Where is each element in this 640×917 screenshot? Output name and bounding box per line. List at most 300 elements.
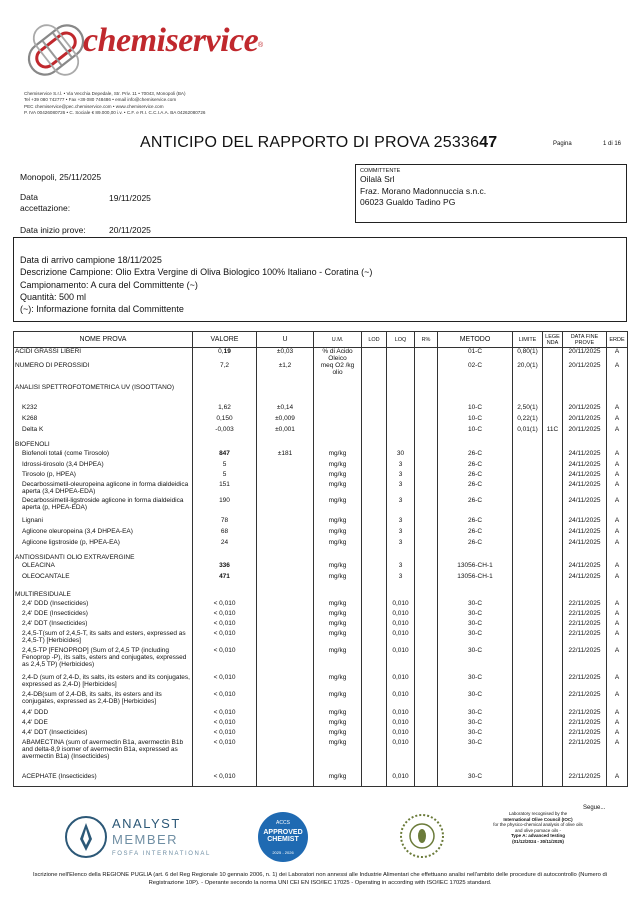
- col-header: U.M.: [314, 332, 362, 348]
- table-row: [14, 461, 628, 471]
- table-row: [14, 630, 628, 647]
- uncertainty: ±0,14: [257, 404, 314, 415]
- group-title: ANTIOSSIDANTI OLIO EXTRAVERGINE: [14, 554, 193, 562]
- empty-cell: [415, 591, 438, 600]
- uncertainty: [257, 647, 314, 674]
- test-name: Aglicone oleuropeina (3,4 DHPEA-EA): [14, 528, 193, 539]
- empty-cell: [543, 591, 563, 600]
- uncertainty: [257, 610, 314, 620]
- test-name: 4,4' DDE: [14, 719, 193, 729]
- test-value: -0,003: [193, 426, 257, 441]
- legenda: [543, 362, 563, 384]
- committente-box: [355, 164, 627, 223]
- ioc-line: International Olive Council (IOC): [503, 816, 573, 822]
- method: 26-C: [438, 450, 513, 461]
- empty-cell: [415, 441, 438, 450]
- empty-cell: [513, 591, 543, 600]
- table-row: [14, 348, 628, 363]
- empty-cell: [563, 554, 607, 562]
- test-name: ABAMECTINA (sum of avermectin B1a, avermectin B1b and delta-8,9 isomer of avermectin B1a, expressed as avermectin B1a) (Insecticides): [14, 739, 193, 773]
- test-name: Delta K: [14, 426, 193, 441]
- table-row: [14, 415, 628, 426]
- end-date: 22/11/2025: [563, 630, 607, 647]
- method: 30-C: [438, 600, 513, 610]
- test-name: Decarbossimetil-ligstroside aglicone in forma dialdeidica aperta (p, HPEA-EDA): [14, 497, 193, 517]
- empty-cell: [438, 384, 513, 404]
- lod-cell: [362, 773, 387, 786]
- lod-cell: [362, 647, 387, 674]
- unit: mg/kg: [314, 739, 362, 773]
- test-value: 0,19: [193, 348, 257, 363]
- empty-cell: [563, 591, 607, 600]
- method: 30-C: [438, 773, 513, 786]
- loq: 0,010: [387, 739, 415, 773]
- test-value: 68: [193, 528, 257, 539]
- test-value: 5: [193, 471, 257, 481]
- end-date: 20/11/2025: [563, 426, 607, 441]
- legenda: [543, 600, 563, 610]
- acceptance-date: 19/11/2025: [109, 193, 151, 203]
- recovery-cell: [415, 573, 438, 591]
- analyst-member-logo-icon: [64, 815, 108, 859]
- lod-cell: [362, 426, 387, 441]
- col-header: LEGE NDA: [543, 332, 563, 348]
- ioc-line: Type A: advanced testing: [510, 833, 565, 838]
- unit: mg/kg: [314, 600, 362, 610]
- erde: A: [607, 497, 628, 517]
- test-value: < 0,010: [193, 739, 257, 773]
- limit: 20,0(1): [513, 362, 543, 384]
- end-date: 24/11/2025: [563, 573, 607, 591]
- unit: [314, 426, 362, 441]
- test-value: 78: [193, 517, 257, 528]
- recovery-cell: [415, 719, 438, 729]
- loq: 0,010: [387, 647, 415, 674]
- end-date: 22/11/2025: [563, 620, 607, 630]
- test-value: < 0,010: [193, 647, 257, 674]
- uncertainty: [257, 600, 314, 610]
- table-row: [14, 674, 628, 691]
- loq: 3: [387, 497, 415, 517]
- end-date: 24/11/2025: [563, 481, 607, 497]
- empty-cell: [387, 591, 415, 600]
- erde: A: [607, 362, 628, 384]
- table-row: [14, 773, 628, 786]
- limit: [513, 562, 543, 573]
- test-name: NUMERO DI PEROSSIDI: [14, 362, 193, 384]
- empty-cell: [314, 441, 362, 450]
- end-date: 24/11/2025: [563, 497, 607, 517]
- lod-cell: [362, 539, 387, 554]
- legenda: [543, 773, 563, 786]
- test-name: 2,4,5-T(sum of 2,4,5-T, its salts and esters, expressed as 2,4,5-T) [Herbicides]: [14, 630, 193, 647]
- erde: A: [607, 539, 628, 554]
- empty-cell: [387, 554, 415, 562]
- committente-line: 06023 Gualdo Tadino PG: [360, 197, 456, 207]
- loq: 0,010: [387, 709, 415, 719]
- test-name: 2,4,5-TP [FENOPROP] (Sum of 2,4,5 TP (including Fenoprop -P), its salts, esters and conjugates, expressed as 2,4,5 TP) (Herbicides): [14, 647, 193, 674]
- table-row: [14, 739, 628, 773]
- test-value: 336: [193, 562, 257, 573]
- report-title-suffix: 47: [479, 134, 498, 151]
- test-name: ACIDI GRASSI LIBERI: [14, 348, 193, 363]
- erde: A: [607, 426, 628, 441]
- test-value: < 0,010: [193, 610, 257, 620]
- empty-cell: [193, 384, 257, 404]
- legenda: [543, 573, 563, 591]
- empty-cell: [257, 554, 314, 562]
- limit: [513, 528, 543, 539]
- method: 30-C: [438, 610, 513, 620]
- sample-line: Descrizione Campione: Olio Extra Vergine di Oliva Biologico 100% Italiano - Coratina (~): [20, 267, 373, 278]
- recovery-cell: [415, 691, 438, 709]
- legenda: [543, 729, 563, 739]
- lod-cell: [362, 415, 387, 426]
- legenda: [543, 461, 563, 471]
- table-row: [14, 562, 628, 573]
- end-date: 24/11/2025: [563, 562, 607, 573]
- empty-cell: [563, 384, 607, 404]
- table-row: [14, 709, 628, 719]
- end-date: 22/11/2025: [563, 691, 607, 709]
- lod-cell: [362, 362, 387, 384]
- acceptance-label: Data accettazione:: [20, 192, 71, 213]
- method: 30-C: [438, 739, 513, 773]
- test-value: 151: [193, 481, 257, 497]
- legenda: [543, 528, 563, 539]
- unit: mg/kg: [314, 719, 362, 729]
- legenda: [543, 497, 563, 517]
- ioc-line: for the physico-chemical analysis of olive oils: [493, 822, 583, 827]
- empty-cell: [438, 441, 513, 450]
- recovery-cell: [415, 426, 438, 441]
- loq: 3: [387, 471, 415, 481]
- loq: 0,010: [387, 630, 415, 647]
- table-row: [14, 497, 628, 517]
- uncertainty: ±0,001: [257, 426, 314, 441]
- test-value: 190: [193, 497, 257, 517]
- test-name: 2,4' DDD (Insecticides): [14, 600, 193, 610]
- empty-cell: [257, 441, 314, 450]
- legenda: [543, 647, 563, 674]
- erde: A: [607, 562, 628, 573]
- recovery-cell: [415, 562, 438, 573]
- legal-footer: Iscrizione nell'Elenco della REGIONE PUGLIA (art. 6 del Reg Regionale 10 gennaio 2006, n. 1) dei Laboratori non annessi alle Industrie Alimentari che effettuano analisi nell'ambito delle procedure di autocontrollo (Numero di Registrazione 10P). - Operante secondo la norma UNI CEI EN ISO/IEC 17025 - Operating in according with ISO/IEC 17025 standard.: [32, 872, 608, 886]
- unit: [314, 404, 362, 415]
- unit: mg/kg: [314, 773, 362, 786]
- limit: 2,50(1): [513, 404, 543, 415]
- empty-cell: [257, 591, 314, 600]
- lod-cell: [362, 471, 387, 481]
- table-row: [14, 517, 628, 528]
- limit: [513, 610, 543, 620]
- method: 26-C: [438, 528, 513, 539]
- recovery-cell: [415, 674, 438, 691]
- loq: [387, 348, 415, 363]
- method: 02-C: [438, 362, 513, 384]
- limit: [513, 719, 543, 729]
- test-name: Biofenoli totali (come Tirosolo): [14, 450, 193, 461]
- method: 26-C: [438, 497, 513, 517]
- end-date: 22/11/2025: [563, 647, 607, 674]
- test-name: 4,4' DDD: [14, 709, 193, 719]
- group-row: [14, 591, 628, 600]
- recovery-cell: [415, 362, 438, 384]
- uncertainty: [257, 620, 314, 630]
- empty-cell: [193, 441, 257, 450]
- recovery-cell: [415, 647, 438, 674]
- unit: mg/kg: [314, 709, 362, 719]
- limit: [513, 709, 543, 719]
- lod-cell: [362, 610, 387, 620]
- unit: mg/kg: [314, 674, 362, 691]
- end-date: 24/11/2025: [563, 528, 607, 539]
- method: 26-C: [438, 461, 513, 471]
- lod-cell: [362, 739, 387, 773]
- loq: 0,010: [387, 691, 415, 709]
- unit: mg/kg: [314, 528, 362, 539]
- lod-cell: [362, 348, 387, 363]
- loq: 0,010: [387, 674, 415, 691]
- limit: [513, 691, 543, 709]
- lod-cell: [362, 562, 387, 573]
- uncertainty: ±1,2: [257, 362, 314, 384]
- recovery-cell: [415, 610, 438, 620]
- committente-line: Oilalà Srl: [360, 174, 395, 184]
- uncertainty: [257, 461, 314, 471]
- uncertainty: [257, 528, 314, 539]
- lod-cell: [362, 481, 387, 497]
- limit: 0,22(1): [513, 415, 543, 426]
- legenda: [543, 471, 563, 481]
- uncertainty: [257, 481, 314, 497]
- recovery-cell: [415, 739, 438, 773]
- test-name: 2,4-DB(sum of 2,4-DB, its salts, its esters and its conjugates, expressed as 2,4-DB) [Herbicides]: [14, 691, 193, 709]
- erde: A: [607, 471, 628, 481]
- brand-wordmark: chemiservice: [83, 22, 259, 59]
- legenda: [543, 674, 563, 691]
- end-date: 22/11/2025: [563, 773, 607, 786]
- test-value: 847: [193, 450, 257, 461]
- loq: [387, 362, 415, 384]
- test-value: < 0,010: [193, 674, 257, 691]
- loq: 3: [387, 539, 415, 554]
- table-row: [14, 620, 628, 630]
- col-header: DATA FINE PROVE: [563, 332, 607, 348]
- empty-cell: [362, 554, 387, 562]
- empty-cell: [543, 384, 563, 404]
- accs-line1: ACCS: [276, 820, 290, 826]
- legenda: [543, 620, 563, 630]
- table-row: [14, 647, 628, 674]
- lod-cell: [362, 620, 387, 630]
- lod-cell: [362, 709, 387, 719]
- address-line: Tel +39 080 742777 • Fax +39 080 748486 • email info@chemiservice.com: [24, 97, 177, 103]
- report-title-prefix: ANTICIPO DEL RAPPORTO DI PROVA 25336: [140, 134, 480, 151]
- ioc-recognition: [448, 811, 628, 844]
- erde: A: [607, 415, 628, 426]
- recovery-cell: [415, 539, 438, 554]
- accs-line3: 2025 - 2026: [272, 850, 294, 855]
- end-date: 22/11/2025: [563, 719, 607, 729]
- empty-cell: [513, 441, 543, 450]
- table-row: [14, 450, 628, 461]
- recovery-cell: [415, 630, 438, 647]
- address-line: P. IVA 00426080726 • C. Sociale € 89.000,00 i.v. • C.F. e R.I. C.C.I.A.A. BA 04262080726: [24, 110, 206, 116]
- lod-cell: [362, 674, 387, 691]
- ioc-logo-icon: [398, 812, 446, 860]
- test-name: Idrossi-tirosolo (3,4 DHPEA): [14, 461, 193, 471]
- limit: [513, 450, 543, 461]
- unit: mg/kg: [314, 691, 362, 709]
- sample-line: Quantità: 500 ml: [20, 291, 87, 302]
- empty-cell: [513, 384, 543, 404]
- committente-label: COMMITTENTE: [360, 168, 401, 174]
- address-line: Chemiservice S.r.l. • Via Vecchia Depedale, Str. Priv. 11 • 70043, Monopoli (BA): [24, 91, 186, 96]
- method: 26-C: [438, 471, 513, 481]
- table-row: [14, 729, 628, 739]
- uncertainty: [257, 471, 314, 481]
- end-date: 22/11/2025: [563, 600, 607, 610]
- table-row: [14, 426, 628, 441]
- sample-description: [13, 237, 627, 322]
- legenda: [543, 348, 563, 363]
- uncertainty: [257, 674, 314, 691]
- lod-cell: [362, 691, 387, 709]
- loq: 3: [387, 461, 415, 471]
- uncertainty: [257, 497, 314, 517]
- erde: A: [607, 691, 628, 709]
- erde: A: [607, 481, 628, 497]
- uncertainty: ±181: [257, 450, 314, 461]
- lod-cell: [362, 461, 387, 471]
- col-header: U: [257, 332, 314, 348]
- table-row: [14, 404, 628, 415]
- end-date: 22/11/2025: [563, 610, 607, 620]
- erde: A: [607, 517, 628, 528]
- loq: 3: [387, 481, 415, 497]
- lod-cell: [362, 719, 387, 729]
- erde: A: [607, 610, 628, 620]
- test-value: < 0,010: [193, 620, 257, 630]
- uncertainty: [257, 630, 314, 647]
- loq: 0,010: [387, 729, 415, 739]
- table-row: [14, 610, 628, 620]
- limit: [513, 471, 543, 481]
- legenda: 11C: [543, 426, 563, 441]
- uncertainty: [257, 691, 314, 709]
- erde: A: [607, 773, 628, 786]
- uncertainty: ±0,009: [257, 415, 314, 426]
- legenda: [543, 739, 563, 773]
- test-value: 471: [193, 573, 257, 591]
- lod-cell: [362, 600, 387, 610]
- empty-cell: [257, 384, 314, 404]
- method: 13056-CH-1: [438, 573, 513, 591]
- erde: A: [607, 450, 628, 461]
- page-label: Pagina: [553, 141, 572, 147]
- legenda: [543, 404, 563, 415]
- loq: 30: [387, 450, 415, 461]
- method: 30-C: [438, 691, 513, 709]
- loq: 0,010: [387, 620, 415, 630]
- recovery-cell: [415, 471, 438, 481]
- test-value: 5: [193, 461, 257, 471]
- address-line: PEC chemiservice@pec.chemiservice.com • www.chemiservice.com: [24, 103, 164, 109]
- table-row: [14, 600, 628, 610]
- loq: 3: [387, 528, 415, 539]
- method: 30-C: [438, 630, 513, 647]
- col-header: LIMITE: [513, 332, 543, 348]
- legenda: [543, 481, 563, 497]
- end-date: 24/11/2025: [563, 517, 607, 528]
- legenda: [543, 450, 563, 461]
- recovery-cell: [415, 497, 438, 517]
- ioc-line: and olive pomace oils -: [514, 827, 562, 833]
- loq: 3: [387, 517, 415, 528]
- uncertainty: [257, 709, 314, 719]
- erde: A: [607, 404, 628, 415]
- method: 30-C: [438, 719, 513, 729]
- unit: % di Acido Oleico: [314, 348, 362, 363]
- ioc-line: (01/12/2024 - 30/11/2025): [512, 838, 564, 844]
- empty-cell: [543, 441, 563, 450]
- recovery-cell: [415, 404, 438, 415]
- uncertainty: [257, 573, 314, 591]
- method: 01-C: [438, 348, 513, 363]
- loq: 0,010: [387, 719, 415, 729]
- table-header-row: [14, 332, 628, 348]
- group-row: [14, 441, 628, 450]
- limit: [513, 600, 543, 610]
- empty-cell: [607, 554, 628, 562]
- limit: 0,80(1): [513, 348, 543, 363]
- erde: A: [607, 719, 628, 729]
- test-value: 0,150: [193, 415, 257, 426]
- recovery-cell: [415, 415, 438, 426]
- company-address: [24, 91, 284, 117]
- sample-line: (~): Informazione fornita dal Committente: [20, 304, 184, 315]
- table-row: [14, 719, 628, 729]
- committente-line: Fraz. Morano Madonnuccia s.n.c.: [360, 185, 487, 196]
- lod-cell: [362, 497, 387, 517]
- empty-cell: [362, 591, 387, 600]
- test-value: < 0,010: [193, 773, 257, 786]
- method: 13056-CH-1: [438, 562, 513, 573]
- end-date: 22/11/2025: [563, 729, 607, 739]
- erde: A: [607, 600, 628, 610]
- lod-cell: [362, 573, 387, 591]
- legenda: [543, 517, 563, 528]
- test-start-date: 20/11/2025: [109, 225, 151, 235]
- end-date: 22/11/2025: [563, 739, 607, 773]
- loq: [387, 404, 415, 415]
- limit: [513, 620, 543, 630]
- test-name: 4,4' DDT (Insecticides): [14, 729, 193, 739]
- uncertainty: [257, 719, 314, 729]
- empty-cell: [314, 554, 362, 562]
- method: 10-C: [438, 426, 513, 441]
- test-name: 2,4-D (sum of 2,4-D, its salts, its esters and its conjugates, expressed as 2,4-D) [Herbicides]: [14, 674, 193, 691]
- group-title: MULTIRESIDUALE: [14, 591, 193, 600]
- legenda: [543, 562, 563, 573]
- empty-cell: [314, 591, 362, 600]
- test-name: K232: [14, 404, 193, 415]
- table-row: [14, 471, 628, 481]
- recovery-cell: [415, 620, 438, 630]
- unit: meq O2 /kg olio: [314, 362, 362, 384]
- table-row: [14, 362, 628, 384]
